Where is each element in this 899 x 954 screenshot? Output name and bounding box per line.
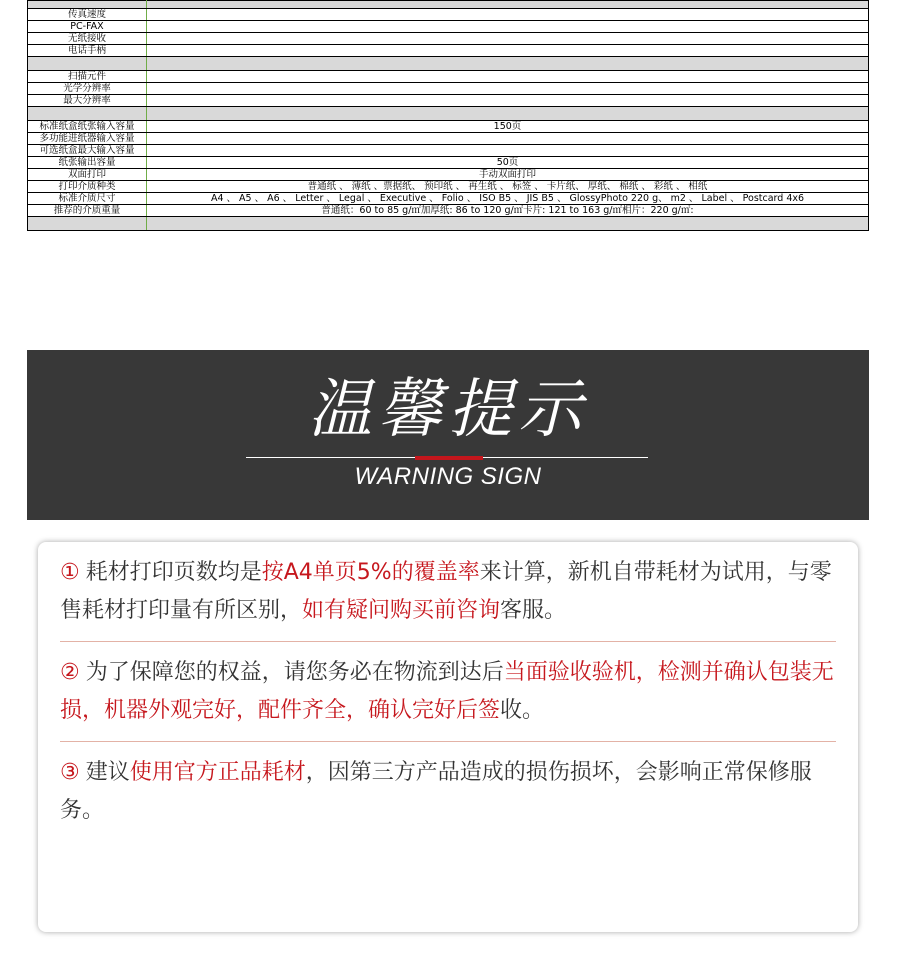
spec-value <box>147 107 869 121</box>
spec-row <box>28 121 869 133</box>
spec-label: 标准介质尺寸 <box>28 193 147 205</box>
notice-number: ② <box>60 660 80 685</box>
spec-row <box>28 83 869 95</box>
spec-value <box>147 83 869 95</box>
spec-value <box>147 71 869 83</box>
spec-row <box>28 33 869 45</box>
notice-text: 收。 <box>500 698 545 723</box>
spec-table <box>27 0 869 231</box>
spec-value <box>147 217 869 231</box>
spec-value <box>147 9 869 21</box>
spec-value: 50页 <box>147 157 869 169</box>
spec-row <box>28 45 869 57</box>
banner-title: 温馨提示 <box>308 373 588 447</box>
spec-value <box>147 33 869 45</box>
spec-row <box>28 193 869 205</box>
spec-row <box>28 205 869 217</box>
spec-value <box>147 145 869 157</box>
spec-value: 150页 <box>147 121 869 133</box>
spec-value: 普通纸 、 薄纸 、票据纸、 预印纸 、 再生纸 、 标签 、 卡片纸、 厚纸、 棉纸 、 彩纸 、 相纸 <box>147 181 869 193</box>
spec-label <box>28 217 147 231</box>
spec-row <box>28 21 869 33</box>
spec-row <box>28 145 869 157</box>
spec-label: 光学分辨率 <box>28 83 147 95</box>
spec-label: 推荐的介质重量 <box>28 205 147 217</box>
spec-value: 手动双面打印 <box>147 169 869 181</box>
notice-text: 来计算，新机自带耗材为试用，与零售耗材打印量有所区别， <box>60 560 832 623</box>
spec-section-separator <box>28 57 869 71</box>
notice-highlight: 按A4单页5%的覆盖率 <box>261 560 480 585</box>
spec-label: 最大分辨率 <box>28 95 147 107</box>
notice-text: 耗材打印页数均是 <box>85 560 262 585</box>
spec-value <box>147 57 869 71</box>
spec-section-separator <box>28 1 869 9</box>
spec-label: 电话手柄 <box>28 45 147 57</box>
notice-text: 建议 <box>85 760 130 785</box>
notice-number: ① <box>60 560 80 585</box>
spec-table-body <box>28 1 869 231</box>
spec-value <box>147 21 869 33</box>
warning-banner <box>27 350 869 520</box>
notice-number: ③ <box>60 760 80 785</box>
notice-highlight: 如有疑问购买前咨询 <box>302 598 501 623</box>
spec-value: 普通纸：60 to 85 g/㎡加厚纸: 86 to 120 g/㎡卡片: 121 to 163 g/㎡相片：220 g/㎡: <box>147 205 869 217</box>
spec-label: 可选纸盒最大输入容量 <box>28 145 147 157</box>
spec-row <box>28 133 869 145</box>
spec-value <box>147 45 869 57</box>
spec-row <box>28 9 869 21</box>
spec-row <box>28 169 869 181</box>
spec-label: 打印介质种类 <box>28 181 147 193</box>
spec-row <box>28 157 869 169</box>
notice-highlight: 当面验收验机，检测并确认包装无损，机器外观完好，配件齐全，确认完好后签 <box>60 660 834 723</box>
spec-label: 传真速度 <box>28 9 147 21</box>
notice-text: 为了保障您的权益，请您务必在物流到达后 <box>85 660 504 685</box>
spec-value <box>147 1 869 9</box>
notice-highlight: 使用官方正品耗材 <box>129 760 306 785</box>
spec-section-separator <box>28 217 869 231</box>
spec-row <box>28 71 869 83</box>
spec-label: PC-FAX <box>28 21 147 33</box>
notice-item-1 <box>60 542 836 642</box>
banner-accent-bar <box>415 456 483 460</box>
notice-item-2 <box>60 642 836 742</box>
spec-value <box>147 133 869 145</box>
spec-section-separator <box>28 107 869 121</box>
spec-label: 无纸接收 <box>28 33 147 45</box>
spec-row <box>28 95 869 107</box>
spec-label <box>28 1 147 9</box>
spec-label: 标准纸盒纸张输入容量 <box>28 121 147 133</box>
spec-label <box>28 107 147 121</box>
notice-card <box>38 542 858 932</box>
spec-label <box>28 57 147 71</box>
spec-label: 扫描元件 <box>28 71 147 83</box>
spec-label: 双面打印 <box>28 169 147 181</box>
banner-subtitle: WARNING SIGN <box>354 463 542 490</box>
spec-value: A4 、 A5 、 A6 、 Letter 、 Legal 、 Executive 、 Folio 、 ISO B5 、 JIS B5 、 GlossyPhoto 220 g、 m2 、 Label 、 Postcard 4x6 <box>147 193 869 205</box>
spec-value <box>147 95 869 107</box>
spec-label: 纸张输出容量 <box>28 157 147 169</box>
notice-text: ，因第三方产品造成的损伤损坏，会影响正常保修服务。 <box>60 760 812 823</box>
notice-item-3 <box>60 742 836 841</box>
spec-row <box>28 181 869 193</box>
spec-label: 多功能进纸器输入容量 <box>28 133 147 145</box>
notice-text: 客服。 <box>500 598 567 623</box>
